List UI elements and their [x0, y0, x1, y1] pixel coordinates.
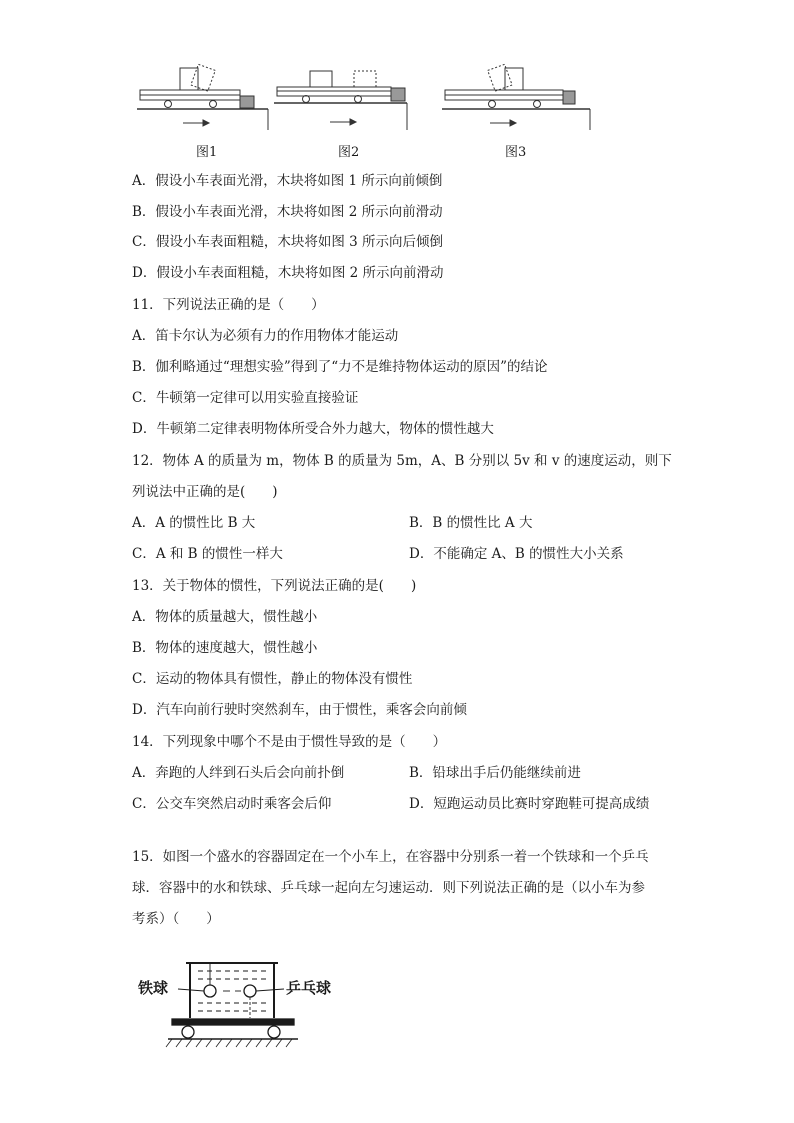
- q14-option-d: D．短跑运动员比赛时穿跑鞋可提高成绩: [409, 796, 650, 812]
- q12-option-c: C．A 和 B 的惯性一样大: [132, 546, 283, 562]
- label-pingpong-ball: 乒乓球: [286, 979, 332, 997]
- q14-stem: 14．下列现象中哪个不是由于惯性导致的是（ ）: [132, 734, 447, 750]
- block-solid: [310, 71, 332, 87]
- q15-stem-line1: 15．如图一个盛水的容器固定在一个小车上，在容器中分别系一着一个铁球和一个乒乓: [132, 849, 649, 865]
- q14-option-c: C．公交车突然启动时乘客会后仰: [132, 796, 332, 812]
- block-dashed: [354, 71, 376, 87]
- q15-stem-line2: 球．容器中的水和铁球、乒乓球一起向左匀速运动．则下列说法正确的是（以小车为参: [132, 880, 645, 896]
- cart-stop: [391, 88, 405, 101]
- q10-option-c: C．假设小车表面粗糙，木块将如图 3 所示向后倾倒: [132, 234, 444, 250]
- q13-option-d: D．汽车向前行驶时突然刹车，由于惯性，乘客会向前倾: [132, 702, 467, 718]
- figure-2: [272, 58, 422, 133]
- q11-option-d: D．牛顿第二定律表明物体所受合外力越大，物体的惯性越大: [132, 421, 494, 437]
- wheel: [182, 1026, 194, 1038]
- q12-stem-line2: 列说法中正确的是( ): [132, 484, 278, 500]
- cart-body: [172, 1019, 294, 1025]
- figure-3: [440, 58, 595, 133]
- q13-stem: 13．关于物体的惯性，下列说法正确的是( ): [132, 578, 417, 594]
- q12-stem-line1: 12．物体 A 的质量为 m，物体 B 的质量为 5m，A、B 分别以 5v 和 v 的速度运动，则下: [132, 453, 672, 469]
- q11-option-b: B．伽利略通过“理想实验”得到了“力不是维持物体运动的原因”的结论: [132, 359, 548, 375]
- q11-option-c: C．牛顿第一定律可以用实验直接验证: [132, 390, 359, 406]
- q11-option-a: A．笛卡尔认为必须有力的作用物体才能运动: [132, 328, 399, 344]
- cart-stop: [563, 91, 575, 104]
- pingpong-ball: [244, 985, 256, 997]
- q10-option-d: D．假设小车表面粗糙，木块将如图 2 所示向前滑动: [132, 265, 444, 281]
- figure-caption: 图3: [505, 145, 527, 160]
- figure-caption: 图1: [196, 145, 218, 160]
- q12-option-b: B．B 的惯性比 A 大: [409, 515, 533, 531]
- q13-option-b: B．物体的速度越大，惯性越小: [132, 640, 318, 656]
- wheel: [165, 101, 172, 108]
- q11-stem: 11．下列说法正确的是（ ）: [132, 297, 325, 313]
- q13-option-c: C．运动的物体具有惯性，静止的物体没有惯性: [132, 671, 413, 687]
- q14-option-a: A．奔跑的人绊到石头后会向前扑倒: [132, 765, 345, 781]
- q14-option-b: B．铅球出手后仍能继续前进: [409, 765, 581, 781]
- figure-caption: 图2: [338, 145, 360, 160]
- q10-option-b: B．假设小车表面光滑，木块将如图 2 所示向前滑动: [132, 204, 443, 220]
- label-iron-ball: 铁球: [138, 979, 169, 997]
- q12-option-d: D．不能确定 A、B 的惯性大小关系: [409, 546, 624, 562]
- q10-option-a: A．假设小车表面光滑，木块将如图 1 所示向前倾倒: [132, 173, 443, 189]
- cart-stop: [240, 96, 254, 108]
- wheel: [210, 101, 217, 108]
- wheel: [268, 1026, 280, 1038]
- wheel: [303, 96, 310, 103]
- q12-option-a: A．A 的惯性比 B 大: [132, 515, 256, 531]
- wheel: [355, 96, 362, 103]
- q15-stem-line3: 考系）（ ）: [132, 911, 220, 927]
- figure-1: [135, 58, 275, 133]
- figure-q15-container-cart: [138, 955, 343, 1055]
- wheel: [489, 101, 496, 108]
- iron-ball: [204, 985, 216, 997]
- q13-option-a: A．物体的质量越大，惯性越小: [132, 609, 318, 625]
- wheel: [534, 101, 541, 108]
